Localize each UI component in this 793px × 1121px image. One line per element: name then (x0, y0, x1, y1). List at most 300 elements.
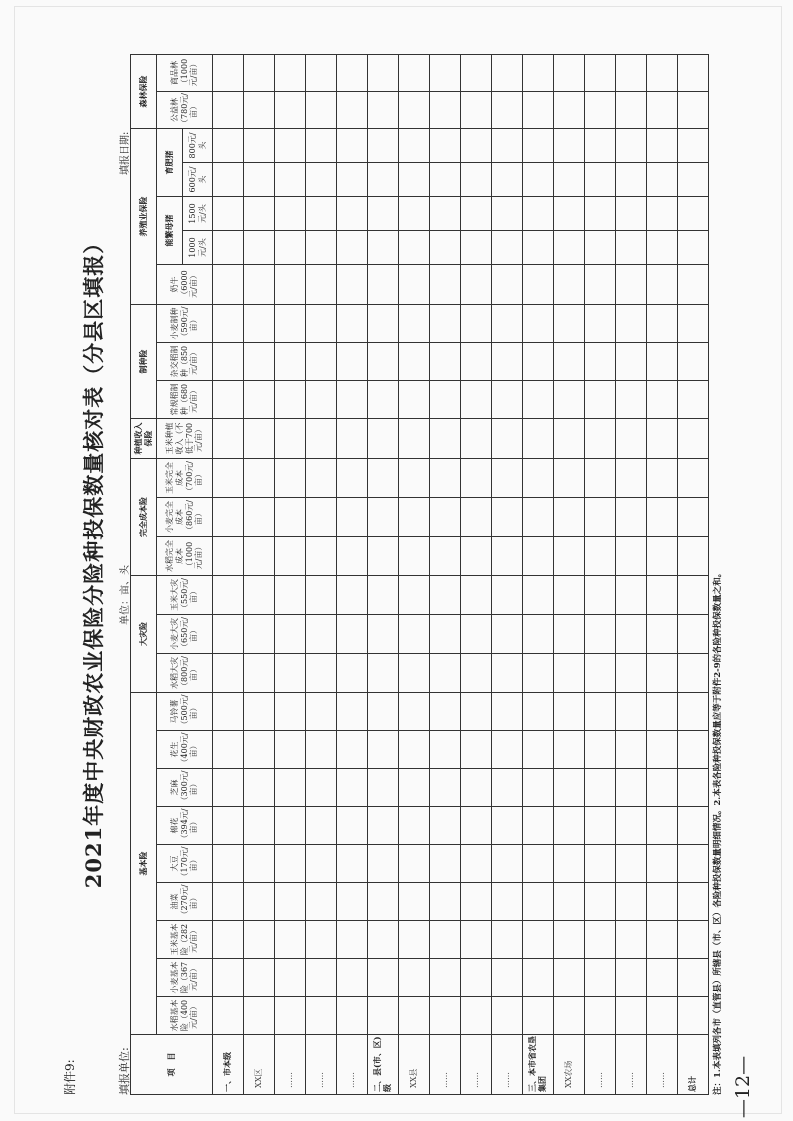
table-cell[interactable] (306, 231, 337, 265)
table-cell[interactable] (523, 769, 554, 807)
table-cell[interactable] (647, 265, 678, 305)
table-cell[interactable] (492, 693, 523, 731)
table-cell[interactable] (430, 537, 461, 576)
table-cell[interactable] (275, 381, 306, 419)
table-cell[interactable] (554, 419, 585, 459)
table-cell[interactable] (678, 654, 709, 693)
table-cell[interactable] (399, 197, 430, 231)
table-cell[interactable] (647, 419, 678, 459)
table-cell[interactable] (399, 883, 430, 921)
table-cell[interactable] (368, 845, 399, 883)
table-cell[interactable] (244, 997, 275, 1035)
table-cell[interactable] (244, 921, 275, 959)
table-cell[interactable] (337, 498, 368, 537)
table-cell[interactable] (461, 343, 492, 381)
table-cell[interactable] (368, 921, 399, 959)
table-cell[interactable] (678, 459, 709, 498)
table-cell[interactable] (430, 197, 461, 231)
table-cell[interactable] (244, 615, 275, 654)
table-cell[interactable] (523, 343, 554, 381)
table-cell[interactable] (368, 419, 399, 459)
table-cell[interactable] (647, 129, 678, 163)
table-cell[interactable] (244, 197, 275, 231)
table-cell[interactable] (585, 807, 616, 845)
table-cell[interactable] (492, 883, 523, 921)
table-cell[interactable] (523, 498, 554, 537)
table-cell[interactable] (244, 769, 275, 807)
table-cell[interactable] (337, 576, 368, 615)
table-cell[interactable] (616, 197, 647, 231)
table-cell[interactable] (492, 265, 523, 305)
table-cell[interactable] (585, 576, 616, 615)
table-cell[interactable] (585, 997, 616, 1035)
table-cell[interactable] (368, 55, 399, 92)
table-cell[interactable] (492, 459, 523, 498)
table-cell[interactable] (399, 459, 430, 498)
table-cell[interactable] (523, 693, 554, 731)
table-cell[interactable] (275, 654, 306, 693)
table-cell[interactable] (275, 498, 306, 537)
table-cell[interactable] (368, 163, 399, 197)
table-cell[interactable] (554, 769, 585, 807)
table-cell[interactable] (430, 654, 461, 693)
table-cell[interactable] (523, 576, 554, 615)
table-cell[interactable] (523, 197, 554, 231)
table-cell[interactable] (678, 537, 709, 576)
table-cell[interactable] (275, 537, 306, 576)
table-cell[interactable] (678, 305, 709, 343)
table-cell[interactable] (275, 959, 306, 997)
table-cell[interactable] (306, 921, 337, 959)
table-cell[interactable] (554, 654, 585, 693)
table-cell[interactable] (306, 305, 337, 343)
table-cell[interactable] (678, 845, 709, 883)
table-cell[interactable] (399, 807, 430, 845)
table-cell[interactable] (523, 459, 554, 498)
table-cell[interactable] (244, 55, 275, 92)
table-cell[interactable] (430, 55, 461, 92)
table-cell[interactable] (306, 129, 337, 163)
table-cell[interactable] (337, 845, 368, 883)
table-cell[interactable] (554, 959, 585, 997)
table-cell[interactable] (399, 654, 430, 693)
table-cell[interactable] (523, 654, 554, 693)
table-cell[interactable] (306, 883, 337, 921)
table-cell[interactable] (585, 381, 616, 419)
table-cell[interactable] (523, 129, 554, 163)
table-cell[interactable] (306, 576, 337, 615)
table-cell[interactable] (647, 997, 678, 1035)
table-cell[interactable] (492, 498, 523, 537)
table-cell[interactable] (554, 731, 585, 769)
table-cell[interactable] (554, 55, 585, 92)
table-cell[interactable] (244, 381, 275, 419)
table-cell[interactable] (275, 129, 306, 163)
table-cell[interactable] (368, 498, 399, 537)
table-cell[interactable] (306, 615, 337, 654)
table-cell[interactable] (647, 197, 678, 231)
table-cell[interactable] (306, 92, 337, 129)
table-cell[interactable] (461, 55, 492, 92)
table-cell[interactable] (275, 459, 306, 498)
table-cell[interactable] (616, 845, 647, 883)
table-cell[interactable] (678, 731, 709, 769)
table-cell[interactable] (399, 381, 430, 419)
table-cell[interactable] (461, 163, 492, 197)
table-cell[interactable] (461, 693, 492, 731)
table-cell[interactable] (275, 921, 306, 959)
table-cell[interactable] (554, 537, 585, 576)
table-cell[interactable] (337, 693, 368, 731)
table-cell[interactable] (399, 731, 430, 769)
table-cell[interactable] (213, 459, 244, 498)
table-cell[interactable] (523, 959, 554, 997)
table-cell[interactable] (554, 92, 585, 129)
table-cell[interactable] (585, 305, 616, 343)
table-cell[interactable] (430, 576, 461, 615)
table-cell[interactable] (213, 654, 244, 693)
table-cell[interactable] (523, 163, 554, 197)
table-cell[interactable] (306, 498, 337, 537)
table-cell[interactable] (430, 807, 461, 845)
table-cell[interactable] (647, 921, 678, 959)
table-cell[interactable] (647, 55, 678, 92)
table-cell[interactable] (399, 231, 430, 265)
table-cell[interactable] (430, 921, 461, 959)
table-cell[interactable] (275, 883, 306, 921)
table-cell[interactable] (678, 576, 709, 615)
table-cell[interactable] (678, 129, 709, 163)
table-cell[interactable] (337, 615, 368, 654)
table-cell[interactable] (244, 693, 275, 731)
table-cell[interactable] (647, 163, 678, 197)
table-cell[interactable] (647, 883, 678, 921)
table-cell[interactable] (337, 92, 368, 129)
table-cell[interactable] (213, 419, 244, 459)
table-cell[interactable] (213, 997, 244, 1035)
table-cell[interactable] (337, 265, 368, 305)
table-cell[interactable] (368, 459, 399, 498)
table-cell[interactable] (213, 883, 244, 921)
table-cell[interactable] (275, 55, 306, 92)
table-cell[interactable] (492, 92, 523, 129)
table-cell[interactable] (647, 576, 678, 615)
table-cell[interactable] (554, 231, 585, 265)
table-cell[interactable] (461, 576, 492, 615)
table-cell[interactable] (306, 693, 337, 731)
table-cell[interactable] (244, 959, 275, 997)
table-cell[interactable] (492, 343, 523, 381)
table-cell[interactable] (616, 129, 647, 163)
table-cell[interactable] (647, 731, 678, 769)
table-cell[interactable] (213, 231, 244, 265)
table-cell[interactable] (430, 231, 461, 265)
table-cell[interactable] (368, 769, 399, 807)
table-cell[interactable] (337, 769, 368, 807)
table-cell[interactable] (337, 997, 368, 1035)
table-cell[interactable] (647, 693, 678, 731)
table-cell[interactable] (585, 921, 616, 959)
table-cell[interactable] (647, 498, 678, 537)
table-cell[interactable] (523, 997, 554, 1035)
table-cell[interactable] (430, 92, 461, 129)
table-cell[interactable] (461, 997, 492, 1035)
table-cell[interactable] (647, 959, 678, 997)
table-cell[interactable] (275, 343, 306, 381)
table-cell[interactable] (430, 459, 461, 498)
table-cell[interactable] (585, 92, 616, 129)
table-cell[interactable] (430, 845, 461, 883)
table-cell[interactable] (678, 807, 709, 845)
table-cell[interactable] (678, 197, 709, 231)
table-cell[interactable] (430, 769, 461, 807)
table-cell[interactable] (616, 498, 647, 537)
table-cell[interactable] (461, 129, 492, 163)
table-cell[interactable] (585, 731, 616, 769)
table-cell[interactable] (616, 959, 647, 997)
table-cell[interactable] (399, 419, 430, 459)
table-cell[interactable] (523, 55, 554, 92)
table-cell[interactable] (647, 305, 678, 343)
table-cell[interactable] (368, 129, 399, 163)
table-cell[interactable] (399, 537, 430, 576)
table-cell[interactable] (244, 419, 275, 459)
table-cell[interactable] (430, 615, 461, 654)
table-cell[interactable] (647, 459, 678, 498)
table-cell[interactable] (337, 959, 368, 997)
table-cell[interactable] (492, 197, 523, 231)
table-cell[interactable] (585, 959, 616, 997)
table-cell[interactable] (492, 807, 523, 845)
table-cell[interactable] (461, 459, 492, 498)
table-cell[interactable] (678, 883, 709, 921)
table-cell[interactable] (585, 883, 616, 921)
table-cell[interactable] (492, 163, 523, 197)
table-cell[interactable] (554, 807, 585, 845)
table-cell[interactable] (585, 265, 616, 305)
table-cell[interactable] (213, 769, 244, 807)
table-cell[interactable] (244, 343, 275, 381)
table-cell[interactable] (616, 343, 647, 381)
table-cell[interactable] (337, 883, 368, 921)
table-cell[interactable] (585, 55, 616, 92)
table-cell[interactable] (492, 959, 523, 997)
table-cell[interactable] (337, 55, 368, 92)
table-cell[interactable] (368, 883, 399, 921)
table-cell[interactable] (275, 305, 306, 343)
table-cell[interactable] (213, 537, 244, 576)
table-cell[interactable] (244, 459, 275, 498)
table-cell[interactable] (306, 997, 337, 1035)
table-cell[interactable] (213, 343, 244, 381)
table-cell[interactable] (492, 769, 523, 807)
table-cell[interactable] (337, 921, 368, 959)
table-cell[interactable] (368, 381, 399, 419)
table-cell[interactable] (554, 845, 585, 883)
table-cell[interactable] (430, 419, 461, 459)
table-cell[interactable] (678, 959, 709, 997)
table-cell[interactable] (616, 55, 647, 92)
table-cell[interactable] (213, 265, 244, 305)
table-cell[interactable] (616, 693, 647, 731)
table-cell[interactable] (492, 731, 523, 769)
table-cell[interactable] (523, 265, 554, 305)
table-cell[interactable] (616, 163, 647, 197)
table-cell[interactable] (213, 693, 244, 731)
table-cell[interactable] (554, 459, 585, 498)
table-cell[interactable] (492, 55, 523, 92)
table-cell[interactable] (647, 92, 678, 129)
table-cell[interactable] (585, 459, 616, 498)
table-cell[interactable] (275, 731, 306, 769)
table-cell[interactable] (275, 163, 306, 197)
table-cell[interactable] (244, 807, 275, 845)
table-cell[interactable] (430, 498, 461, 537)
table-cell[interactable] (368, 537, 399, 576)
table-cell[interactable] (430, 883, 461, 921)
table-cell[interactable] (244, 654, 275, 693)
table-cell[interactable] (554, 921, 585, 959)
table-cell[interactable] (368, 231, 399, 265)
table-cell[interactable] (399, 576, 430, 615)
table-cell[interactable] (616, 265, 647, 305)
table-cell[interactable] (213, 845, 244, 883)
table-cell[interactable] (678, 163, 709, 197)
table-cell[interactable] (492, 576, 523, 615)
table-cell[interactable] (585, 343, 616, 381)
table-cell[interactable] (554, 129, 585, 163)
table-cell[interactable] (244, 92, 275, 129)
table-cell[interactable] (523, 419, 554, 459)
table-cell[interactable] (275, 265, 306, 305)
table-cell[interactable] (585, 163, 616, 197)
table-cell[interactable] (492, 305, 523, 343)
table-cell[interactable] (523, 731, 554, 769)
table-cell[interactable] (275, 615, 306, 654)
table-cell[interactable] (306, 163, 337, 197)
table-cell[interactable] (244, 129, 275, 163)
table-cell[interactable] (647, 654, 678, 693)
table-cell[interactable] (399, 55, 430, 92)
table-cell[interactable] (306, 419, 337, 459)
table-cell[interactable] (554, 883, 585, 921)
table-cell[interactable] (647, 231, 678, 265)
table-cell[interactable] (461, 921, 492, 959)
table-cell[interactable] (461, 381, 492, 419)
table-cell[interactable] (244, 576, 275, 615)
table-cell[interactable] (430, 129, 461, 163)
table-cell[interactable] (678, 231, 709, 265)
table-cell[interactable] (399, 129, 430, 163)
table-cell[interactable] (647, 343, 678, 381)
table-cell[interactable] (585, 615, 616, 654)
table-cell[interactable] (337, 305, 368, 343)
table-cell[interactable] (585, 129, 616, 163)
table-cell[interactable] (337, 537, 368, 576)
table-cell[interactable] (523, 92, 554, 129)
table-cell[interactable] (585, 197, 616, 231)
table-cell[interactable] (213, 615, 244, 654)
table-cell[interactable] (461, 845, 492, 883)
table-cell[interactable] (492, 381, 523, 419)
table-cell[interactable] (616, 807, 647, 845)
table-cell[interactable] (337, 807, 368, 845)
table-cell[interactable] (368, 197, 399, 231)
table-cell[interactable] (213, 55, 244, 92)
table-cell[interactable] (461, 537, 492, 576)
table-cell[interactable] (213, 197, 244, 231)
table-cell[interactable] (213, 163, 244, 197)
table-cell[interactable] (678, 381, 709, 419)
table-cell[interactable] (244, 305, 275, 343)
table-cell[interactable] (461, 731, 492, 769)
table-cell[interactable] (647, 845, 678, 883)
table-cell[interactable] (647, 537, 678, 576)
table-cell[interactable] (461, 231, 492, 265)
table-cell[interactable] (430, 731, 461, 769)
table-cell[interactable] (337, 231, 368, 265)
table-cell[interactable] (585, 693, 616, 731)
table-cell[interactable] (616, 883, 647, 921)
table-cell[interactable] (306, 537, 337, 576)
table-cell[interactable] (461, 419, 492, 459)
table-cell[interactable] (306, 731, 337, 769)
table-cell[interactable] (306, 55, 337, 92)
table-cell[interactable] (647, 381, 678, 419)
table-cell[interactable] (554, 163, 585, 197)
table-cell[interactable] (523, 883, 554, 921)
table-cell[interactable] (275, 997, 306, 1035)
table-cell[interactable] (306, 343, 337, 381)
table-cell[interactable] (368, 92, 399, 129)
table-cell[interactable] (616, 615, 647, 654)
table-cell[interactable] (306, 845, 337, 883)
table-cell[interactable] (678, 55, 709, 92)
table-cell[interactable] (461, 197, 492, 231)
table-cell[interactable] (368, 576, 399, 615)
table-cell[interactable] (554, 615, 585, 654)
table-cell[interactable] (554, 997, 585, 1035)
table-cell[interactable] (399, 693, 430, 731)
table-cell[interactable] (523, 305, 554, 343)
table-cell[interactable] (399, 615, 430, 654)
table-cell[interactable] (647, 615, 678, 654)
table-cell[interactable] (430, 163, 461, 197)
table-cell[interactable] (368, 305, 399, 343)
table-cell[interactable] (585, 769, 616, 807)
table-cell[interactable] (647, 769, 678, 807)
table-cell[interactable] (275, 197, 306, 231)
table-cell[interactable] (337, 654, 368, 693)
table-cell[interactable] (306, 654, 337, 693)
table-cell[interactable] (306, 959, 337, 997)
table-cell[interactable] (244, 498, 275, 537)
table-cell[interactable] (399, 305, 430, 343)
table-cell[interactable] (430, 959, 461, 997)
table-cell[interactable] (554, 265, 585, 305)
table-cell[interactable] (523, 845, 554, 883)
table-cell[interactable] (275, 231, 306, 265)
table-cell[interactable] (492, 537, 523, 576)
table-cell[interactable] (461, 305, 492, 343)
table-cell[interactable] (337, 731, 368, 769)
table-cell[interactable] (616, 231, 647, 265)
table-cell[interactable] (616, 576, 647, 615)
table-cell[interactable] (368, 731, 399, 769)
table-cell[interactable] (554, 576, 585, 615)
table-cell[interactable] (368, 615, 399, 654)
table-cell[interactable] (554, 343, 585, 381)
